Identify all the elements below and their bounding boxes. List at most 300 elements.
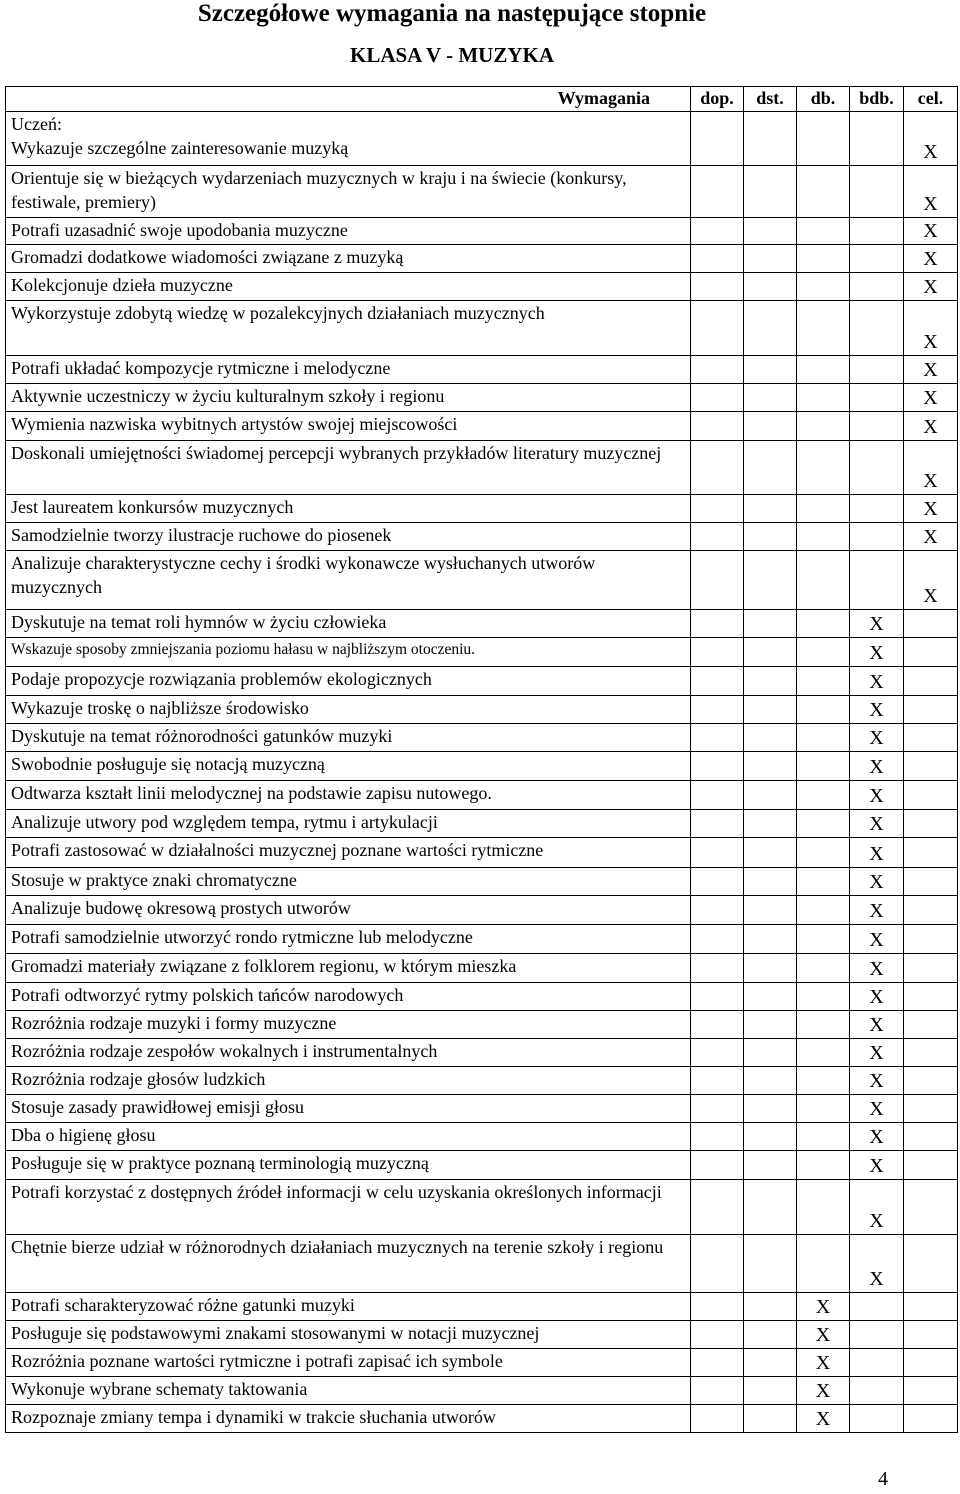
requirement-text: Dyskutuje na temat roli hymnów w życiu człowieka xyxy=(11,612,387,632)
table-row xyxy=(6,983,958,1011)
grade-cell xyxy=(744,983,797,1011)
requirement-cell xyxy=(6,868,691,896)
grade-cell xyxy=(904,1039,958,1067)
grade-cell xyxy=(744,523,797,551)
table-row xyxy=(6,1067,958,1095)
grade-cell xyxy=(850,356,904,384)
grade-mark: X xyxy=(850,1039,904,1067)
grade-mark: X xyxy=(850,1235,904,1293)
requirement-text: Analizuje utwory pod względem tempa, rytmu i artykulacji xyxy=(11,812,438,832)
grade-cell xyxy=(850,273,904,301)
header-grade-dst: dst. xyxy=(744,87,797,112)
requirement-text: Wskazuje sposoby zmniejszania poziomu hałasu w najbliższym otoczeniu. xyxy=(11,641,476,658)
grade-mark: X xyxy=(850,667,904,696)
grade-cell xyxy=(691,1377,744,1405)
table-row xyxy=(6,301,958,356)
requirement-text: Potrafi odtworzyć rytmy polskich tańców narodowych xyxy=(11,985,404,1005)
grade-cell xyxy=(850,441,904,495)
grade-mark: X xyxy=(904,245,958,273)
grade-cell xyxy=(904,983,958,1011)
grade-cell xyxy=(691,523,744,551)
requirement-text: Rozróżnia rodzaje głosów ludzkich xyxy=(11,1069,266,1089)
grade-cell xyxy=(904,1349,958,1377)
grade-mark: X xyxy=(904,523,958,551)
requirement-text: Rozróżnia poznane wartości rytmiczne i potrafi zapisać ich symbole xyxy=(11,1351,503,1371)
grade-cell xyxy=(797,273,850,301)
table-row xyxy=(6,245,958,273)
grade-mark: X xyxy=(904,412,958,441)
requirement-text: Potrafi uzasadnić swoje upodobania muzyczne xyxy=(11,220,348,240)
requirement-text: Swobodnie posługuje się notacją muzyczną xyxy=(11,754,325,774)
requirement-text: Analizuje budowę okresową prostych utworów xyxy=(11,898,351,918)
grade-cell xyxy=(691,638,744,667)
grade-mark: X xyxy=(850,983,904,1011)
grade-cell xyxy=(904,925,958,954)
grade-mark: X xyxy=(850,868,904,896)
table-row xyxy=(6,781,958,810)
requirement-text: Dyskutuje na temat różnorodności gatunków muzyki xyxy=(11,726,393,746)
grade-cell xyxy=(691,1123,744,1151)
grade-cell xyxy=(797,1095,850,1123)
grade-cell xyxy=(691,896,744,925)
table-row xyxy=(6,1293,958,1321)
requirement-cell xyxy=(6,218,691,245)
grade-cell xyxy=(797,954,850,983)
grade-cell xyxy=(691,1011,744,1039)
table-row xyxy=(6,1095,958,1123)
table-row xyxy=(6,1321,958,1349)
grade-cell xyxy=(691,1067,744,1095)
grade-cell xyxy=(691,696,744,724)
requirement-cell xyxy=(6,1180,691,1235)
requirement-cell xyxy=(6,696,691,724)
grade-cell xyxy=(904,838,958,868)
table-row xyxy=(6,1039,958,1067)
requirement-text: Kolekcjonuje dzieła muzyczne xyxy=(11,275,233,295)
grade-cell xyxy=(797,1235,850,1293)
grade-cell xyxy=(797,1067,850,1095)
requirements-table xyxy=(5,86,958,1433)
table-row xyxy=(6,1151,958,1180)
grade-cell xyxy=(744,781,797,810)
header-requirements: Wymagania xyxy=(6,87,691,112)
grade-cell xyxy=(744,724,797,752)
grade-cell xyxy=(850,166,904,218)
requirement-cell xyxy=(6,523,691,551)
grade-cell xyxy=(744,1321,797,1349)
grade-cell xyxy=(691,551,744,610)
grade-cell xyxy=(691,983,744,1011)
grade-mark: X xyxy=(904,551,958,610)
grade-cell xyxy=(744,112,797,166)
page-subtitle: KLASA V - MUZYKA xyxy=(349,43,554,67)
grade-cell xyxy=(691,1180,744,1235)
requirement-cell xyxy=(6,273,691,301)
grade-cell xyxy=(904,1377,958,1405)
grade-cell xyxy=(744,1039,797,1067)
grade-cell xyxy=(744,868,797,896)
requirement-text: Podaje propozycje rozwiązania problemów ekologicznych xyxy=(11,669,432,689)
grade-cell xyxy=(797,166,850,218)
requirement-text: Jest laureatem konkursów muzycznych xyxy=(11,497,294,517)
grade-cell xyxy=(797,218,850,245)
grade-cell xyxy=(797,667,850,696)
requirement-cell xyxy=(6,925,691,954)
grade-cell xyxy=(904,810,958,838)
grade-cell xyxy=(904,610,958,638)
table-row xyxy=(6,356,958,384)
grade-cell xyxy=(850,412,904,441)
grade-cell xyxy=(691,273,744,301)
grade-cell xyxy=(850,1293,904,1321)
table-row xyxy=(6,610,958,638)
table-row xyxy=(6,166,958,218)
grade-cell xyxy=(904,896,958,925)
requirement-cell xyxy=(6,112,691,166)
grade-cell xyxy=(691,810,744,838)
grade-cell xyxy=(744,1123,797,1151)
requirement-cell xyxy=(6,896,691,925)
grade-cell xyxy=(797,245,850,273)
grade-cell xyxy=(797,523,850,551)
requirement-cell xyxy=(6,1123,691,1151)
table-row xyxy=(6,1011,958,1039)
grade-cell xyxy=(744,495,797,523)
requirement-cell xyxy=(6,810,691,838)
grade-cell xyxy=(691,245,744,273)
grade-cell xyxy=(904,724,958,752)
grade-cell xyxy=(744,954,797,983)
table-row xyxy=(6,218,958,245)
header-grade-dop: dop. xyxy=(691,87,744,112)
grade-cell xyxy=(691,1151,744,1180)
grade-cell xyxy=(904,1293,958,1321)
grade-mark: X xyxy=(797,1349,850,1377)
grade-cell xyxy=(904,1235,958,1293)
requirement-text: Aktywnie uczestniczy w życiu kulturalnym szkoły i regionu xyxy=(11,386,445,406)
requirement-text: Rozróżnia rodzaje muzyki i formy muzyczne xyxy=(11,1013,337,1033)
grade-cell xyxy=(797,112,850,166)
grade-cell xyxy=(691,1235,744,1293)
grade-mark: X xyxy=(850,1011,904,1039)
grade-mark: X xyxy=(850,1180,904,1235)
table-row xyxy=(6,896,958,925)
grade-cell xyxy=(904,696,958,724)
grade-cell xyxy=(744,441,797,495)
requirement-cell xyxy=(6,838,691,868)
table-row xyxy=(6,273,958,301)
table-row xyxy=(6,838,958,868)
requirement-cell xyxy=(6,1095,691,1123)
grade-cell xyxy=(797,384,850,412)
requirement-text: Potrafi samodzielnie utworzyć rondo rytmiczne lub melodyczne xyxy=(11,927,473,947)
grade-mark: X xyxy=(904,384,958,412)
grade-cell xyxy=(797,925,850,954)
grade-cell xyxy=(850,1377,904,1405)
grade-mark: X xyxy=(850,896,904,925)
grade-cell xyxy=(797,356,850,384)
requirement-text: Analizuje charakterystyczne cechy i środki wykonawcze wysłuchanych utworów muzycznych xyxy=(11,553,596,597)
grade-cell xyxy=(691,112,744,166)
grade-cell xyxy=(850,551,904,610)
requirement-text: Stosuje w praktyce znaki chromatyczne xyxy=(11,870,297,890)
grade-mark: X xyxy=(850,1067,904,1095)
grade-cell xyxy=(744,1235,797,1293)
requirement-text: Dba o higienę głosu xyxy=(11,1125,156,1145)
table-row xyxy=(6,954,958,983)
requirement-cell xyxy=(6,667,691,696)
grade-cell xyxy=(904,1180,958,1235)
grade-cell xyxy=(744,696,797,724)
requirement-text: Rozróżnia rodzaje zespołów wokalnych i instrumentalnych xyxy=(11,1041,438,1061)
grade-mark: X xyxy=(904,356,958,384)
grade-cell xyxy=(850,523,904,551)
grade-cell xyxy=(744,1011,797,1039)
requirement-cell xyxy=(6,1377,691,1405)
requirement-cell xyxy=(6,983,691,1011)
requirement-cell xyxy=(6,245,691,273)
table-row xyxy=(6,925,958,954)
requirement-cell xyxy=(6,166,691,218)
grade-cell xyxy=(691,1095,744,1123)
grade-mark: X xyxy=(904,495,958,523)
requirement-text: Chętnie bierze udział w różnorodnych działaniach muzycznych na terenie szkoły i regionu xyxy=(11,1237,664,1257)
grade-cell xyxy=(691,838,744,868)
requirement-text: Wykazuje troskę o najbliższe środowisko xyxy=(11,698,309,718)
grade-cell xyxy=(691,1349,744,1377)
grade-mark: X xyxy=(850,781,904,810)
grade-cell xyxy=(850,1349,904,1377)
grade-cell xyxy=(797,868,850,896)
grade-cell xyxy=(797,781,850,810)
grade-cell xyxy=(797,441,850,495)
grade-cell xyxy=(850,112,904,166)
grade-cell xyxy=(904,1123,958,1151)
table-row xyxy=(6,495,958,523)
grade-cell xyxy=(850,495,904,523)
table-row xyxy=(6,1123,958,1151)
grade-cell xyxy=(691,384,744,412)
grade-cell xyxy=(691,1293,744,1321)
grade-cell xyxy=(797,1151,850,1180)
requirement-cell xyxy=(6,724,691,752)
table-row xyxy=(6,724,958,752)
header-grade-bdb: bdb. xyxy=(850,87,904,112)
grade-cell xyxy=(691,868,744,896)
requirement-cell xyxy=(6,1293,691,1321)
requirement-cell xyxy=(6,954,691,983)
grade-mark: X xyxy=(797,1321,850,1349)
grade-cell xyxy=(904,1095,958,1123)
grade-mark: X xyxy=(904,273,958,301)
grade-mark: X xyxy=(850,1123,904,1151)
requirement-text: Posługuje się w praktyce poznaną terminologią muzyczną xyxy=(11,1153,429,1173)
grade-cell xyxy=(904,1067,958,1095)
grade-cell xyxy=(744,1293,797,1321)
table-row xyxy=(6,384,958,412)
requirement-text: Orientuje się w bieżących wydarzeniach muzycznych w kraju i na świecie (konkursy, festiwale, premiery) xyxy=(11,168,627,212)
grade-cell xyxy=(797,1180,850,1235)
grade-cell xyxy=(691,495,744,523)
grade-cell xyxy=(797,301,850,356)
grade-mark: X xyxy=(850,1095,904,1123)
table-row xyxy=(6,1180,958,1235)
requirement-text: Potrafi układać kompozycje rytmiczne i melodyczne xyxy=(11,358,391,378)
grade-cell xyxy=(850,1405,904,1433)
grade-cell xyxy=(744,166,797,218)
requirement-cell xyxy=(6,781,691,810)
requirement-text: Potrafi zastosować w działalności muzycznej poznane wartości rytmiczne xyxy=(11,840,544,860)
requirement-text: Stosuje zasady prawidłowej emisji głosu xyxy=(11,1097,304,1117)
grade-cell xyxy=(744,638,797,667)
grade-cell xyxy=(744,551,797,610)
grade-mark: X xyxy=(850,638,904,667)
grade-cell xyxy=(744,1405,797,1433)
grade-cell xyxy=(797,1011,850,1039)
header-grade-db: db. xyxy=(797,87,850,112)
grade-cell xyxy=(744,896,797,925)
grade-cell xyxy=(797,495,850,523)
grade-cell xyxy=(744,273,797,301)
grade-mark: X xyxy=(850,810,904,838)
requirement-cell xyxy=(6,412,691,441)
grade-cell xyxy=(744,838,797,868)
table-row xyxy=(6,667,958,696)
grade-cell xyxy=(797,412,850,441)
grade-mark: X xyxy=(797,1293,850,1321)
table-row xyxy=(6,638,958,667)
table-row xyxy=(6,696,958,724)
grade-cell xyxy=(797,724,850,752)
grade-cell xyxy=(691,441,744,495)
grade-cell xyxy=(850,218,904,245)
grade-cell xyxy=(904,781,958,810)
grade-cell xyxy=(691,1405,744,1433)
requirement-text: Wykonuje wybrane schematy taktowania xyxy=(11,1379,308,1399)
table-row xyxy=(6,441,958,495)
grade-mark: X xyxy=(850,752,904,781)
grade-cell xyxy=(691,752,744,781)
header-grade-cel: cel. xyxy=(904,87,958,112)
grade-cell xyxy=(691,724,744,752)
grade-cell xyxy=(797,810,850,838)
grade-mark: X xyxy=(904,301,958,356)
requirement-text: Samodzielnie tworzy ilustracje ruchowe do piosenek xyxy=(11,525,392,545)
grade-cell xyxy=(904,1321,958,1349)
grade-cell xyxy=(797,696,850,724)
grade-mark: X xyxy=(850,724,904,752)
grade-cell xyxy=(744,245,797,273)
grade-cell xyxy=(904,868,958,896)
table-row xyxy=(6,868,958,896)
grade-cell xyxy=(904,638,958,667)
page-number: 4 xyxy=(878,1468,888,1490)
grade-cell xyxy=(691,166,744,218)
grade-cell xyxy=(691,925,744,954)
requirement-cell xyxy=(6,1067,691,1095)
grade-cell xyxy=(797,896,850,925)
grade-cell xyxy=(797,551,850,610)
table-row xyxy=(6,1377,958,1405)
grade-cell xyxy=(904,1151,958,1180)
grade-cell xyxy=(904,667,958,696)
requirement-cell xyxy=(6,638,691,667)
grade-cell xyxy=(850,245,904,273)
grade-cell xyxy=(744,384,797,412)
grade-cell xyxy=(744,925,797,954)
grade-cell xyxy=(904,1011,958,1039)
grade-cell xyxy=(797,838,850,868)
grade-cell xyxy=(744,667,797,696)
requirement-text: Wykorzystuje zdobytą wiedzę w pozalekcyjnych działaniach muzycznych xyxy=(11,303,545,323)
requirement-cell xyxy=(6,356,691,384)
grade-cell xyxy=(797,752,850,781)
grade-cell xyxy=(904,752,958,781)
grade-cell xyxy=(691,301,744,356)
table-row xyxy=(6,752,958,781)
grade-cell xyxy=(691,667,744,696)
grade-cell xyxy=(797,983,850,1011)
grade-cell xyxy=(744,1151,797,1180)
table-row xyxy=(6,1349,958,1377)
requirement-cell xyxy=(6,495,691,523)
grade-cell xyxy=(744,610,797,638)
requirement-cell xyxy=(6,1235,691,1293)
grade-mark: X xyxy=(850,925,904,954)
requirement-text: Gromadzi dodatkowe wiadomości związane z muzyką xyxy=(11,247,404,267)
grade-cell xyxy=(744,218,797,245)
requirement-cell xyxy=(6,1405,691,1433)
table-row xyxy=(6,1405,958,1433)
grade-cell xyxy=(744,810,797,838)
table-row xyxy=(6,810,958,838)
grade-cell xyxy=(744,1067,797,1095)
table-row xyxy=(6,112,958,166)
grade-cell xyxy=(691,610,744,638)
grade-cell xyxy=(744,301,797,356)
grade-cell xyxy=(797,1039,850,1067)
requirement-text: Potrafi scharakteryzować różne gatunki muzyki xyxy=(11,1295,355,1315)
grade-mark: X xyxy=(904,218,958,245)
requirement-text: Potrafi korzystać z dostępnych źródeł informacji w celu uzyskania określonych informacji xyxy=(11,1182,662,1202)
table-row xyxy=(6,412,958,441)
requirement-text: Odtwarza kształt linii melodycznej na podstawie zapisu nutowego. xyxy=(11,783,492,803)
requirement-cell xyxy=(6,1039,691,1067)
grade-cell xyxy=(744,1095,797,1123)
requirement-cell xyxy=(6,1151,691,1180)
table-body xyxy=(6,112,958,1433)
grade-mark: X xyxy=(850,954,904,983)
grade-mark: X xyxy=(850,696,904,724)
grade-cell xyxy=(850,1321,904,1349)
grade-cell xyxy=(691,412,744,441)
requirement-cell xyxy=(6,1011,691,1039)
grade-mark: X xyxy=(797,1377,850,1405)
grade-mark: X xyxy=(797,1405,850,1433)
requirement-text: Wykazuje szczególne zainteresowanie muzyką xyxy=(11,138,349,158)
grade-cell xyxy=(691,1039,744,1067)
grade-cell xyxy=(691,781,744,810)
grade-cell xyxy=(744,1349,797,1377)
requirement-cell xyxy=(6,752,691,781)
page-title: Szczegółowe wymagania na następujące stopnie xyxy=(197,0,707,27)
grade-cell xyxy=(744,356,797,384)
grade-cell xyxy=(797,638,850,667)
grade-mark: X xyxy=(904,441,958,495)
requirement-cell xyxy=(6,1321,691,1349)
grade-cell xyxy=(904,1405,958,1433)
grade-cell xyxy=(850,301,904,356)
